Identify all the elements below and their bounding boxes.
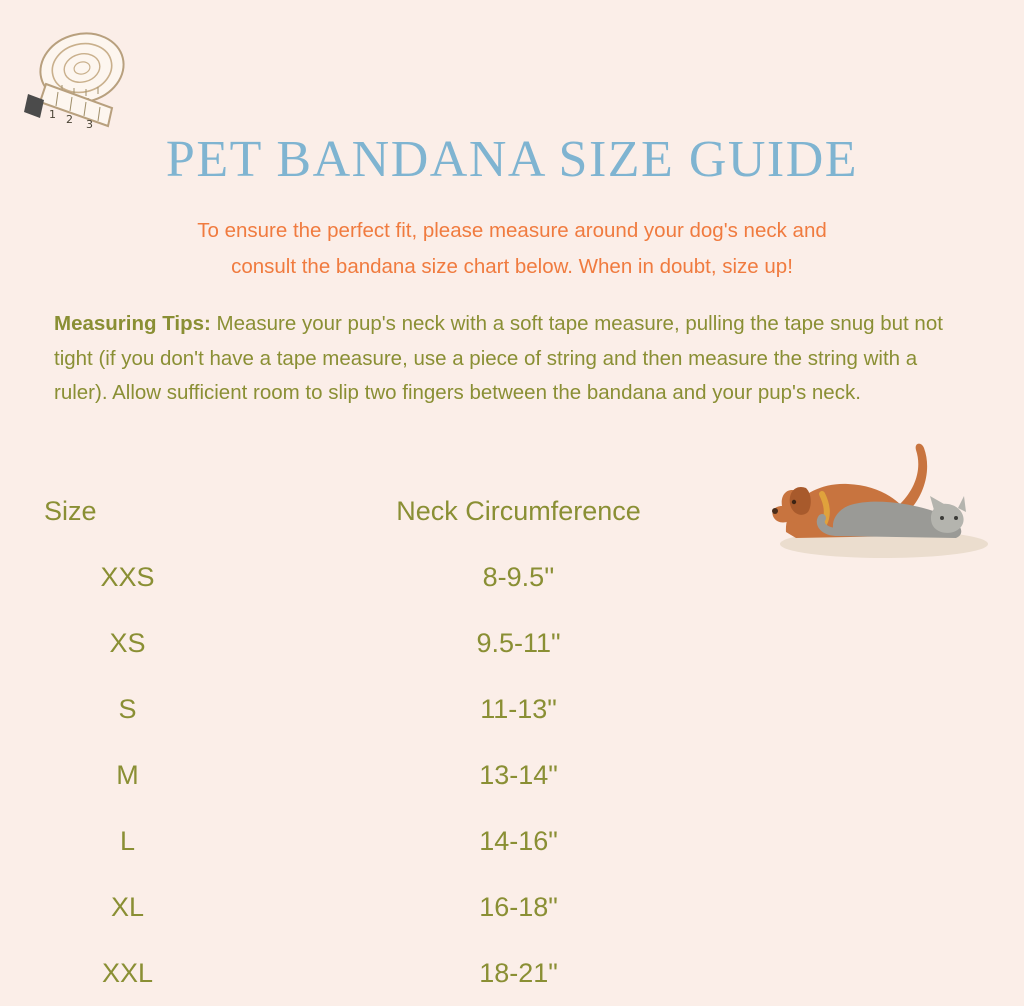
cell-neck: 13-14" xyxy=(479,759,558,790)
size-chart-table xyxy=(0,478,1024,1006)
svg-text:1: 1 xyxy=(49,108,56,121)
svg-text:2: 2 xyxy=(66,113,73,126)
table-row xyxy=(0,874,1024,940)
cell-neck: 11-13" xyxy=(480,693,557,724)
page-title: PET BANDANA SIZE GUIDE xyxy=(165,131,859,188)
intro-paragraph xyxy=(0,213,1024,285)
intro-line-1: To ensure the perfect fit, please measure around your dog's neck and xyxy=(197,219,827,242)
column-header-size: Size xyxy=(44,495,97,526)
measuring-tips xyxy=(54,307,972,411)
svg-text:3: 3 xyxy=(86,118,93,131)
tape-measure-illustration xyxy=(14,22,144,132)
cell-size: XXS xyxy=(100,561,155,592)
cell-size: L xyxy=(120,825,136,856)
cell-neck: 16-18" xyxy=(479,891,558,922)
intro-line-2: consult the bandana size chart below. When in doubt, size up! xyxy=(231,255,793,278)
table-row xyxy=(0,676,1024,742)
table-row xyxy=(0,940,1024,1006)
table-row xyxy=(0,742,1024,808)
table-row xyxy=(0,610,1024,676)
cell-neck: 18-21" xyxy=(479,957,558,988)
measuring-tips-label: Measuring Tips: xyxy=(54,312,211,335)
cell-neck: 9.5-11" xyxy=(476,627,561,658)
cell-size: XL xyxy=(111,891,145,922)
table-row xyxy=(0,544,1024,610)
cell-size: M xyxy=(116,759,139,790)
cell-neck: 8-9.5'' xyxy=(482,561,555,592)
measuring-tips-text: Measure your pup's neck with a soft tape measure, pulling the tape snug but not tight (if you don't have a tape measure, use a piece of string and then measure the string with a ruler). Allow sufficient room to slip two fingers between the bandana and your pup's neck. xyxy=(54,312,943,404)
cell-neck: 14-16" xyxy=(479,825,558,856)
column-header-neck-circumference: Neck Circumference xyxy=(396,495,641,526)
table-row xyxy=(0,808,1024,874)
cell-size: XS xyxy=(109,627,146,658)
cell-size: S xyxy=(118,693,137,724)
cell-size: XXL xyxy=(102,957,154,988)
table-header-row xyxy=(0,478,1024,544)
